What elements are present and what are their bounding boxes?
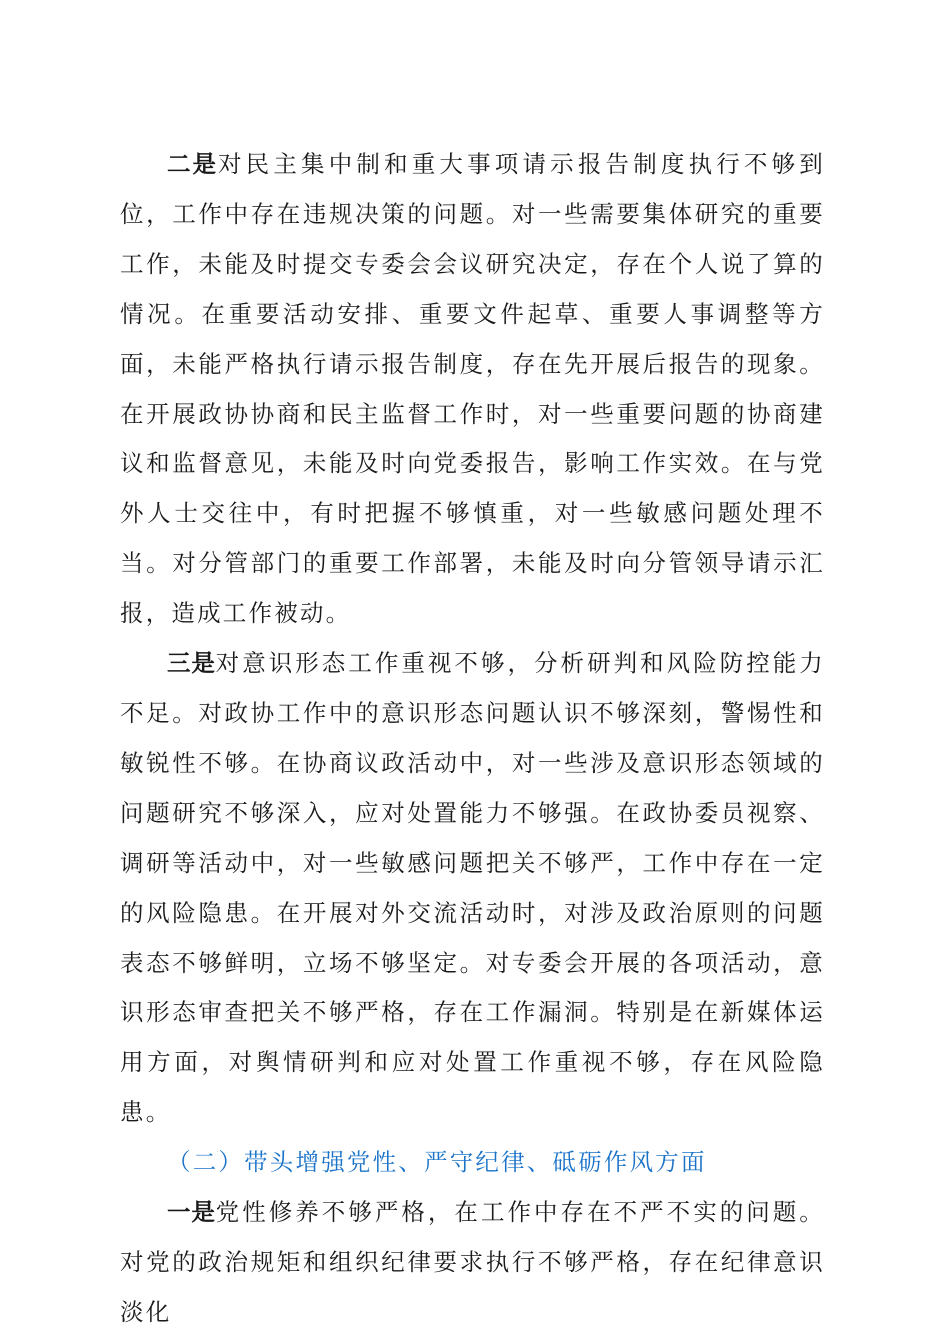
paragraph-two bbox=[120, 140, 825, 639]
section-heading: （二）带头增强党性、严守纪律、砥砺作风方面 bbox=[167, 1148, 707, 1177]
paragraph-text: 党性修养不够严格，在工作中存在不严不实的问题。对党的政治规矩和组织纪律要求执行不够严格，存在纪律意识淡化 bbox=[120, 1198, 826, 1326]
document-page bbox=[120, 140, 825, 1338]
paragraph-lead: 三是 bbox=[167, 649, 216, 678]
paragraph-lead: 一是 bbox=[167, 1198, 216, 1227]
paragraph-lead: 二是 bbox=[167, 150, 218, 178]
paragraph-three bbox=[120, 639, 825, 1138]
paragraph-text: 对民主集中制和重大事项请示报告制度执行不够到位，工作中存在违规决策的问题。对一些需要集体研究的重要工作，未能及时提交专委会会议研究决定，存在个人说了算的情况。在重要活动安排、重要文件起草、重要人事调整等方面，未能严格执行请示报告制度，存在先开展后报告的现象。在开展政协协商和民主监督工作时，对一些重要问题的协商建议和监督意见，未能及时向党委报告，影响工作实效。在与党外人士交往中，有时把握不够慎重，对一些敏感问题处理不当。对分管部门的重要工作部署，未能及时向分管领导请示汇报，造成工作被动。 bbox=[120, 150, 825, 628]
paragraph-text: 对意识形态工作重视不够，分析研判和风险防控能力不足。对政协工作中的意识形态问题认识不够深刻，警惕性和敏锐性不够。在协商议政活动中，对一些涉及意识形态领域的问题研究不够深入，应对处置能力不够强。在政协委员视察、调研等活动中，对一些敏感问题把关不够严，工作中存在一定的风险隐患。在开展对外交流活动时，对涉及政治原则的问题表态不够鲜明，立场不够坚定。对专委会开展的各项活动，意识形态审查把关不够严格，存在工作漏洞。特别是在新媒体运用方面，对舆情研判和应对处置工作重视不够，存在风险隐患。 bbox=[120, 649, 826, 1127]
paragraph-one bbox=[120, 1188, 825, 1338]
